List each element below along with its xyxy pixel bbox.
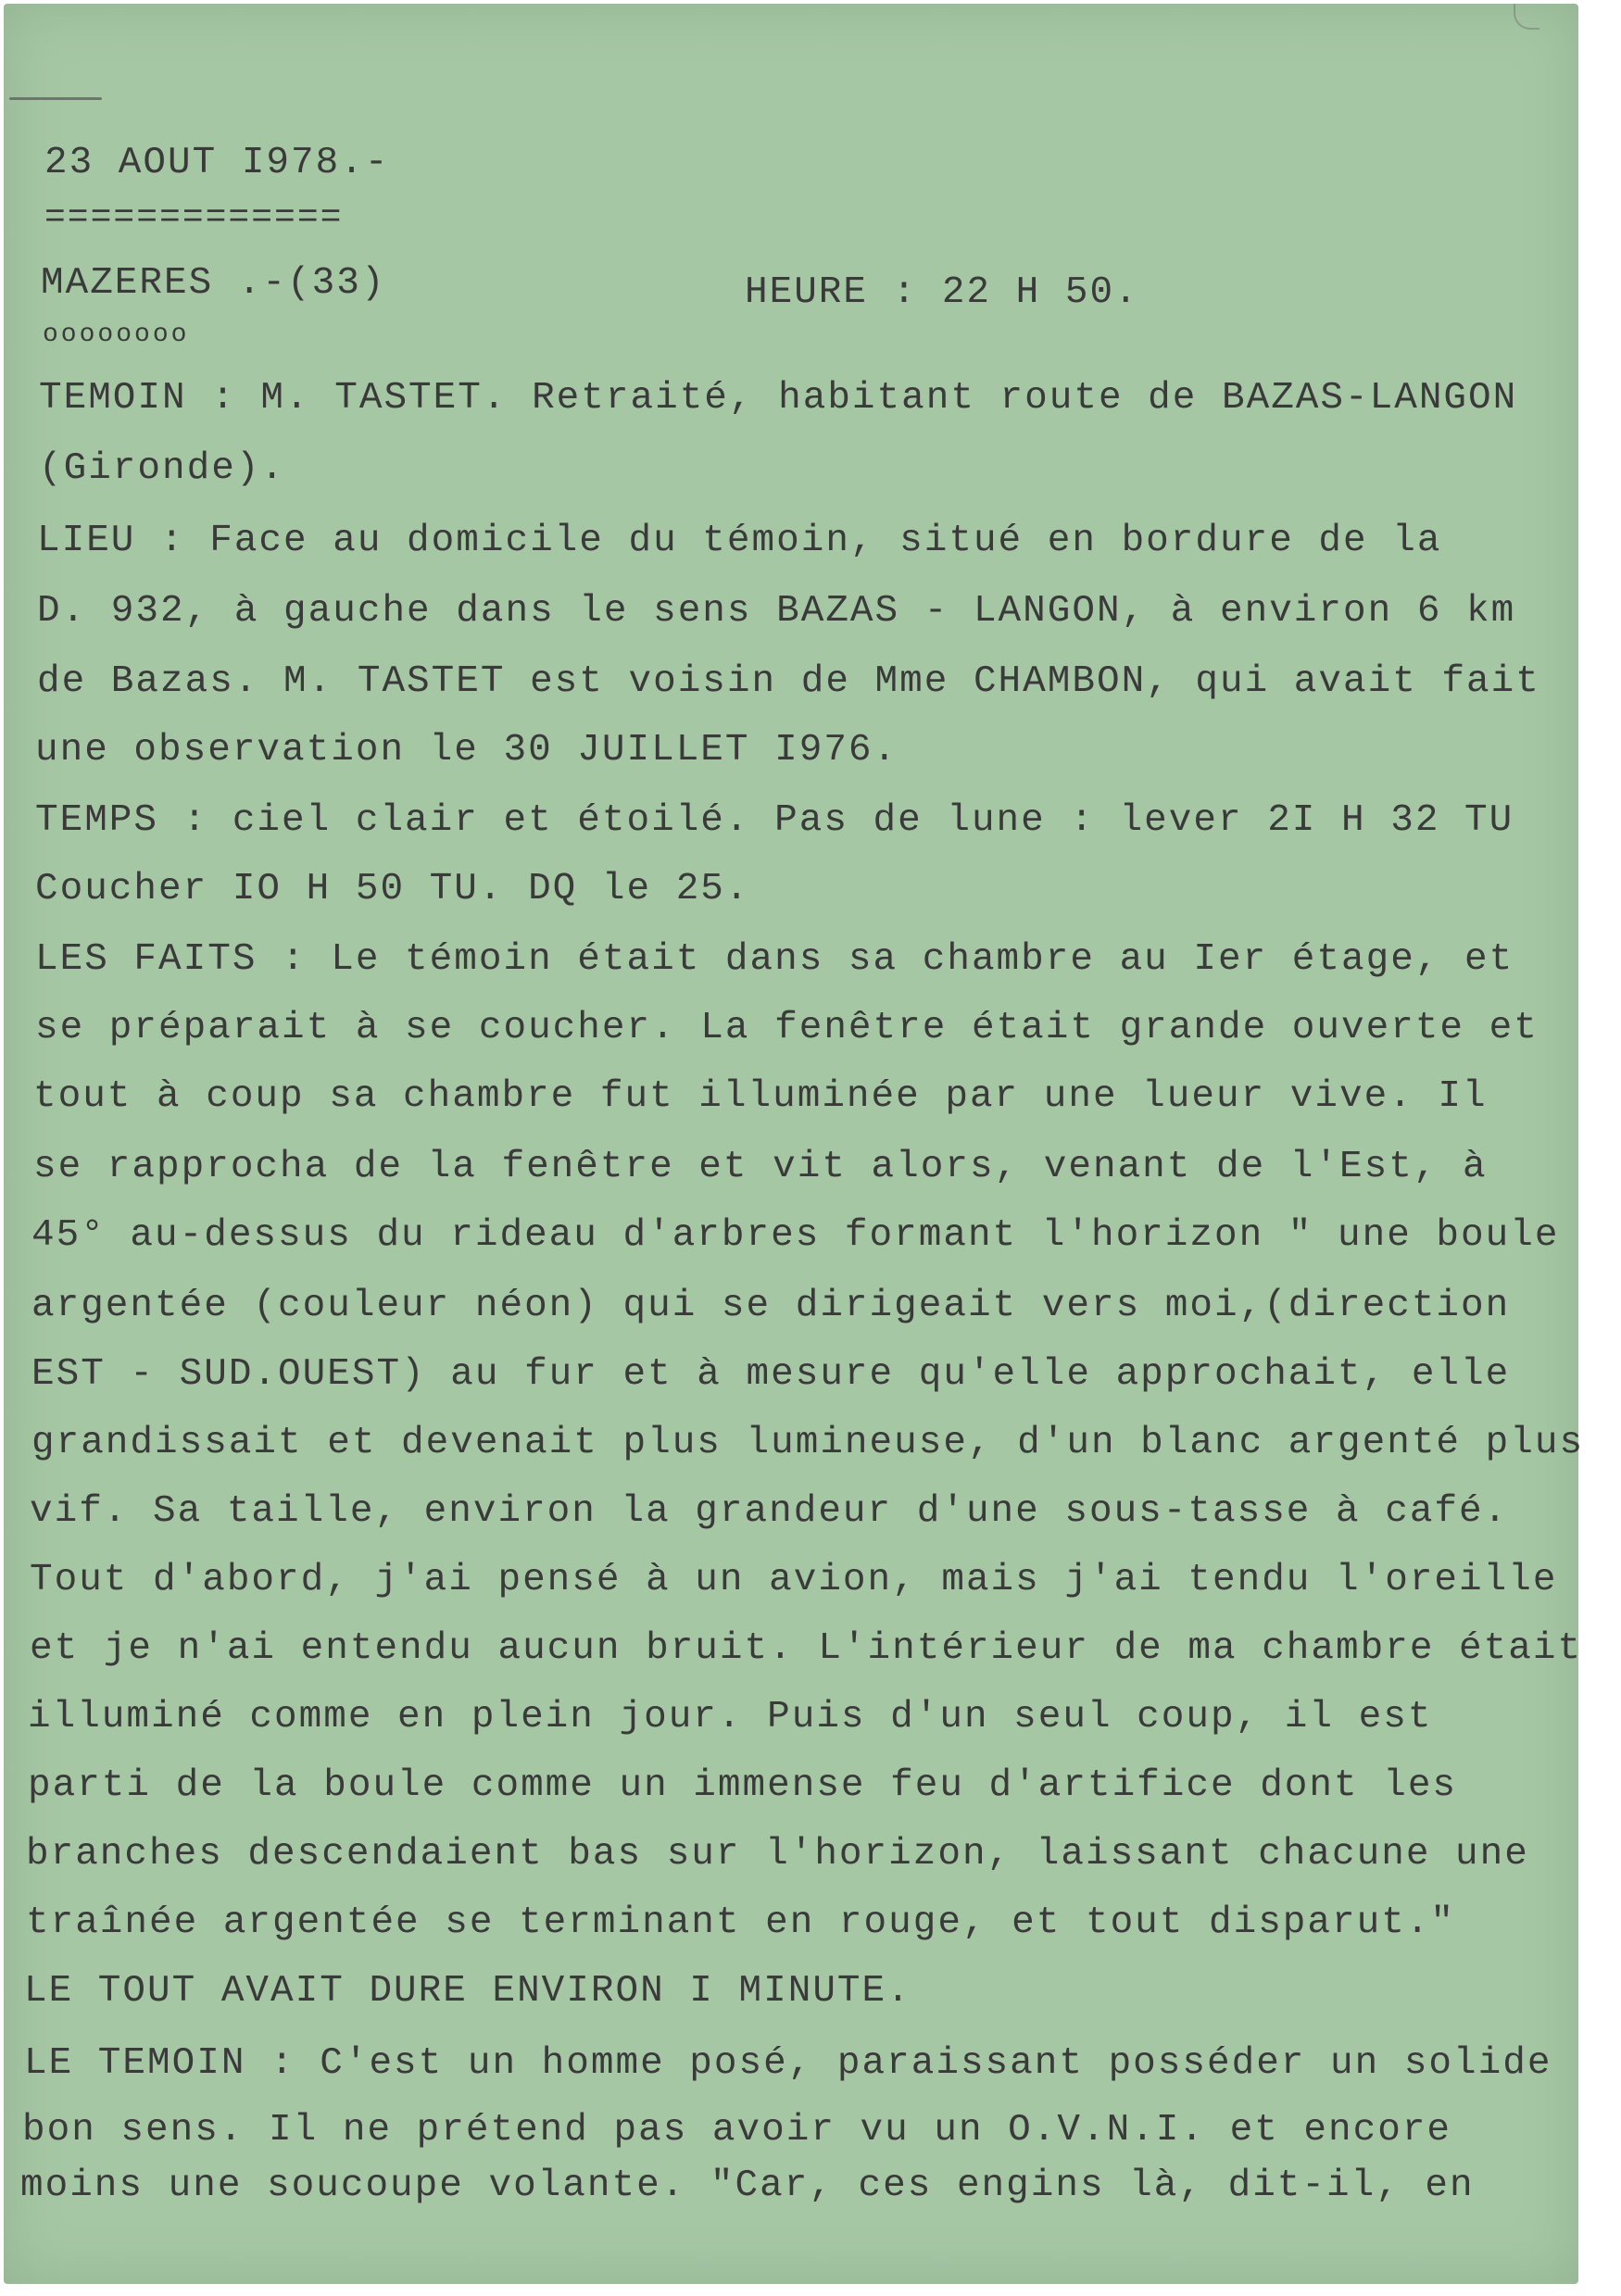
text-line: LIEU : Face au domicile du témoin, situé en bordure de la: [37, 520, 1442, 562]
text-line: de Bazas. M. TASTET est voisin de Mme CHAMBON, qui avait fait: [37, 660, 1540, 703]
text-line: tout à coup sa chambre fut illuminée par une lueur vive. Il: [33, 1075, 1488, 1118]
text-line: et je n'ai entendu aucun bruit. L'intérieur de ma chambre était: [30, 1627, 1583, 1670]
text-line: LES FAITS : Le témoin était dans sa chambre au Ier étage, et: [35, 938, 1514, 981]
text-line: se préparait à se coucher. La fenêtre était grande ouverte et: [35, 1007, 1539, 1049]
text-line: Coucher IO H 50 TU. DQ le 25.: [35, 868, 750, 910]
text-line: illuminé comme en plein jour. Puis d'un seul coup, il est: [28, 1696, 1433, 1738]
text-line: TEMPS : ciel clair et étoilé. Pas de lune : lever 2I H 32 TU: [35, 799, 1514, 842]
text-line: une observation le 30 JUILLET I976.: [35, 729, 898, 772]
paper-edge-mark: [9, 97, 102, 100]
text-line: Tout d'abord, j'ai pensé à un avion, mais j'ai tendu l'oreille: [30, 1559, 1558, 1601]
report-time: HEURE : 22 H 50.: [745, 271, 1139, 314]
text-line: branches descendaient bas sur l'horizon, laissant chacune une: [26, 1833, 1529, 1876]
text-line: grandissait et devenait plus lumineuse, d'un blanc argenté plus: [31, 1422, 1585, 1464]
report-date: 23 AOUT I978.-: [44, 142, 390, 184]
report-place: MAZERES .-(33): [41, 262, 386, 305]
text-line: LE TEMOIN : C'est un homme posé, paraissant posséder un solide: [24, 2042, 1552, 2085]
text-line: parti de la boule comme un immense feu d'artifice dont les: [28, 1764, 1458, 1807]
place-underline: oooooooo: [43, 320, 190, 349]
text-line: EST - SUD.OUEST) au fur et à mesure qu'elle approchait, elle: [31, 1353, 1511, 1396]
text-line: D. 932, à gauche dans le sens BAZAS - LANGON, à environ 6 km: [37, 590, 1516, 633]
text-line: moins une soucoupe volante. "Car, ces engins là, dit-il, en: [20, 2164, 1475, 2207]
text-line: 45° au-dessus du rideau d'arbres formant l'horizon " une boule: [31, 1214, 1560, 1257]
paper-corner-curl: [1514, 4, 1539, 30]
document-page: [4, 4, 1585, 2284]
text-line: LE TOUT AVAIT DURE ENVIRON I MINUTE.: [24, 1970, 911, 2013]
text-line: se rapprocha de la fenêtre et vit alors, venant de l'Est, à: [33, 1146, 1488, 1188]
text-line: vif. Sa taille, environ la grandeur d'une sous-tasse à café.: [30, 1490, 1509, 1533]
text-line: TEMOIN : M. TASTET. Retraité, habitant route de BAZAS-LANGON: [39, 377, 1518, 420]
text-line: (Gironde).: [39, 447, 286, 490]
text-line: traînée argentée se terminant en rouge, et tout disparut.": [26, 1901, 1456, 1944]
date-underline: =============: [44, 198, 344, 238]
text-line: argentée (couleur néon) qui se dirigeait vers moi,(direction: [31, 1285, 1511, 1327]
text-line: bon sens. Il ne prétend pas avoir vu un O.V.N.I. et encore: [22, 2109, 1452, 2152]
